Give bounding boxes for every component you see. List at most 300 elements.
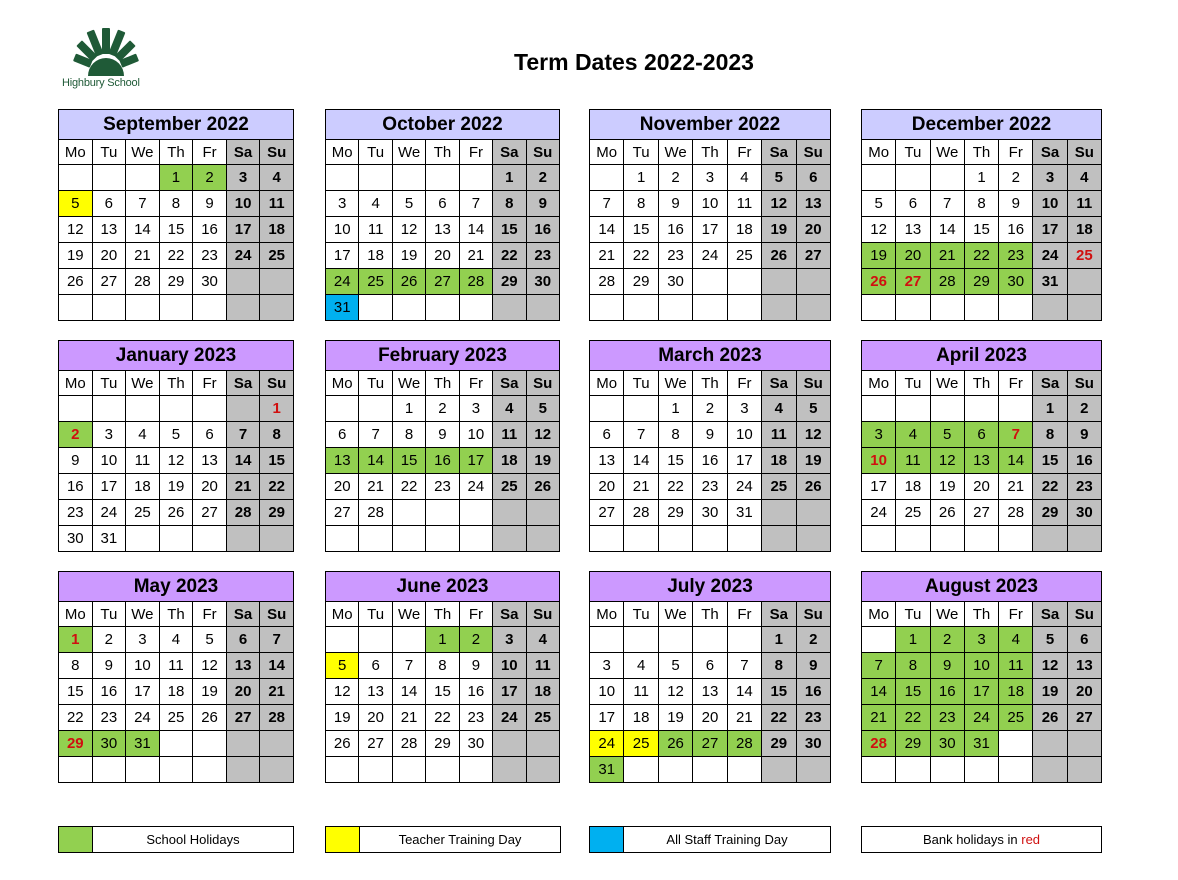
weekday-header: Tu [624, 602, 658, 627]
weekday-header: Th [426, 371, 459, 396]
day-cell: 8 [964, 191, 998, 217]
day-cell: 10 [964, 653, 998, 679]
day-cell: 5 [862, 191, 896, 217]
weekday-header: Sa [1033, 602, 1067, 627]
day-cell: 5 [392, 191, 425, 217]
day-cell: 19 [526, 448, 559, 474]
empty-day-cell [193, 757, 227, 783]
weekday-header: We [392, 140, 425, 165]
legend-label [862, 827, 1101, 852]
day-cell: 9 [796, 653, 830, 679]
day-cell: 23 [92, 705, 126, 731]
day-cell: 27 [226, 705, 260, 731]
day-cell: 16 [92, 679, 126, 705]
empty-day-cell [126, 295, 160, 321]
empty-day-cell [260, 295, 294, 321]
day-cell: 22 [159, 243, 193, 269]
day-cell: 19 [862, 243, 896, 269]
day-cell: 12 [1033, 653, 1067, 679]
empty-day-cell [159, 396, 193, 422]
empty-day-cell [930, 295, 964, 321]
day-cell: 23 [658, 243, 692, 269]
empty-day-cell [862, 526, 896, 552]
empty-day-cell [658, 627, 692, 653]
day-cell: 8 [762, 653, 796, 679]
day-cell: 13 [226, 653, 260, 679]
empty-day-cell [526, 500, 559, 526]
day-cell: 7 [862, 653, 896, 679]
day-cell: 27 [896, 269, 930, 295]
weekday-header: Su [796, 371, 830, 396]
day-cell: 28 [999, 500, 1033, 526]
empty-day-cell [193, 526, 227, 552]
month-title: July 2023 [590, 572, 831, 602]
empty-day-cell [796, 757, 830, 783]
day-cell: 16 [193, 217, 227, 243]
empty-day-cell [590, 165, 624, 191]
weekday-header: Fr [193, 602, 227, 627]
empty-day-cell [727, 269, 761, 295]
day-cell: 11 [159, 653, 193, 679]
day-cell: 14 [727, 679, 761, 705]
day-cell: 15 [493, 217, 526, 243]
day-cell: 14 [590, 217, 624, 243]
day-cell: 17 [126, 679, 160, 705]
empty-day-cell [359, 526, 392, 552]
day-cell: 18 [999, 679, 1033, 705]
day-cell: 23 [193, 243, 227, 269]
day-cell: 23 [1067, 474, 1101, 500]
empty-day-cell [226, 269, 260, 295]
empty-day-cell [590, 396, 624, 422]
weekday-header: Tu [359, 602, 392, 627]
day-cell: 14 [126, 217, 160, 243]
empty-day-cell [459, 295, 492, 321]
empty-day-cell [693, 295, 727, 321]
day-cell: 15 [1033, 448, 1067, 474]
day-cell: 25 [727, 243, 761, 269]
day-cell: 31 [126, 731, 160, 757]
day-cell: 25 [999, 705, 1033, 731]
day-cell: 6 [193, 422, 227, 448]
empty-day-cell [426, 757, 459, 783]
day-cell: 5 [159, 422, 193, 448]
day-cell: 3 [693, 165, 727, 191]
day-cell: 14 [624, 448, 658, 474]
day-cell: 26 [796, 474, 830, 500]
day-cell: 7 [727, 653, 761, 679]
page-title: Term Dates 2022-2023 [514, 49, 754, 75]
empty-day-cell [762, 526, 796, 552]
empty-day-cell [896, 165, 930, 191]
weekday-header: Sa [1033, 140, 1067, 165]
day-cell: 16 [930, 679, 964, 705]
day-cell: 10 [1033, 191, 1067, 217]
empty-day-cell [930, 396, 964, 422]
day-cell: 15 [762, 679, 796, 705]
day-cell: 30 [658, 269, 692, 295]
weekday-header: Su [1067, 140, 1101, 165]
month-title: June 2023 [326, 572, 560, 602]
empty-day-cell [392, 627, 425, 653]
weekday-header: Fr [727, 602, 761, 627]
weekday-header: Su [526, 371, 559, 396]
day-cell: 14 [260, 653, 294, 679]
empty-day-cell [896, 295, 930, 321]
day-cell: 18 [624, 705, 658, 731]
day-cell: 26 [762, 243, 796, 269]
day-cell: 9 [92, 653, 126, 679]
day-cell: 23 [459, 705, 492, 731]
day-cell: 7 [930, 191, 964, 217]
day-cell: 31 [1033, 269, 1067, 295]
day-cell: 13 [92, 217, 126, 243]
day-cell: 31 [727, 500, 761, 526]
empty-day-cell [624, 627, 658, 653]
day-cell: 26 [658, 731, 692, 757]
day-cell: 9 [59, 448, 93, 474]
empty-day-cell [1067, 757, 1101, 783]
day-cell: 27 [426, 269, 459, 295]
day-cell: 14 [999, 448, 1033, 474]
empty-day-cell [862, 165, 896, 191]
empty-day-cell [624, 295, 658, 321]
weekday-header: Sa [226, 140, 260, 165]
day-cell: 3 [862, 422, 896, 448]
day-cell: 25 [359, 269, 392, 295]
empty-day-cell [193, 295, 227, 321]
empty-day-cell [526, 526, 559, 552]
day-cell: 24 [693, 243, 727, 269]
day-cell: 9 [426, 422, 459, 448]
weekday-header: Fr [999, 371, 1033, 396]
day-cell: 6 [426, 191, 459, 217]
day-cell: 11 [126, 448, 160, 474]
day-cell: 30 [930, 731, 964, 757]
day-cell: 14 [359, 448, 392, 474]
month-calendar [58, 340, 294, 552]
day-cell: 13 [964, 448, 998, 474]
day-cell: 10 [126, 653, 160, 679]
month-calendar [325, 340, 560, 552]
day-cell: 15 [392, 448, 425, 474]
day-cell: 2 [426, 396, 459, 422]
empty-day-cell [493, 500, 526, 526]
day-cell: 8 [624, 191, 658, 217]
day-cell: 16 [999, 217, 1033, 243]
empty-day-cell [1033, 526, 1067, 552]
empty-day-cell [727, 757, 761, 783]
day-cell: 29 [896, 731, 930, 757]
day-cell: 6 [92, 191, 126, 217]
day-cell: 2 [526, 165, 559, 191]
weekday-header: Fr [193, 371, 227, 396]
weekday-header: We [658, 602, 692, 627]
empty-day-cell [126, 757, 160, 783]
day-cell: 24 [493, 705, 526, 731]
day-cell: 10 [862, 448, 896, 474]
day-cell: 12 [59, 217, 93, 243]
day-cell: 14 [862, 679, 896, 705]
empty-day-cell [658, 526, 692, 552]
day-cell: 2 [459, 627, 492, 653]
day-cell: 8 [1033, 422, 1067, 448]
day-cell: 1 [493, 165, 526, 191]
day-cell: 26 [193, 705, 227, 731]
day-cell: 24 [964, 705, 998, 731]
day-cell: 1 [658, 396, 692, 422]
day-cell: 7 [126, 191, 160, 217]
day-cell: 12 [159, 448, 193, 474]
weekday-header: Tu [624, 140, 658, 165]
empty-day-cell [964, 295, 998, 321]
empty-day-cell [493, 731, 526, 757]
day-cell: 28 [624, 500, 658, 526]
day-cell: 11 [762, 422, 796, 448]
day-cell: 29 [159, 269, 193, 295]
day-cell: 29 [426, 731, 459, 757]
day-cell: 13 [796, 191, 830, 217]
day-cell: 12 [526, 422, 559, 448]
day-cell: 5 [526, 396, 559, 422]
day-cell: 15 [59, 679, 93, 705]
day-cell: 30 [59, 526, 93, 552]
day-cell: 25 [159, 705, 193, 731]
weekday-header: Tu [896, 602, 930, 627]
day-cell: 7 [999, 422, 1033, 448]
day-cell: 11 [493, 422, 526, 448]
empty-day-cell [862, 757, 896, 783]
empty-day-cell [796, 526, 830, 552]
day-cell: 18 [762, 448, 796, 474]
weekday-header: We [930, 140, 964, 165]
day-cell: 8 [896, 653, 930, 679]
day-cell: 15 [260, 448, 294, 474]
weekday-header: Fr [727, 371, 761, 396]
day-cell: 23 [526, 243, 559, 269]
day-cell: 27 [359, 731, 392, 757]
day-cell: 21 [624, 474, 658, 500]
day-cell: 28 [459, 269, 492, 295]
day-cell: 30 [1067, 500, 1101, 526]
day-cell: 5 [59, 191, 93, 217]
month-title: September 2022 [59, 110, 294, 140]
empty-day-cell [59, 295, 93, 321]
day-cell: 9 [693, 422, 727, 448]
empty-day-cell [359, 165, 392, 191]
day-cell: 24 [459, 474, 492, 500]
day-cell: 19 [796, 448, 830, 474]
day-cell: 12 [762, 191, 796, 217]
day-cell: 20 [426, 243, 459, 269]
day-cell: 18 [359, 243, 392, 269]
empty-day-cell [862, 396, 896, 422]
legend-teacher-training [325, 826, 561, 853]
day-cell: 21 [999, 474, 1033, 500]
empty-day-cell [999, 731, 1033, 757]
empty-day-cell [126, 165, 160, 191]
day-cell: 1 [59, 627, 93, 653]
weekday-header: Sa [1033, 371, 1067, 396]
day-cell: 27 [964, 500, 998, 526]
day-cell: 2 [59, 422, 93, 448]
day-cell: 20 [964, 474, 998, 500]
day-cell: 18 [1067, 217, 1101, 243]
empty-day-cell [260, 526, 294, 552]
day-cell: 22 [426, 705, 459, 731]
empty-day-cell [796, 295, 830, 321]
empty-day-cell [359, 627, 392, 653]
all-staff-training-swatch [590, 827, 624, 852]
empty-day-cell [624, 396, 658, 422]
day-cell: 5 [762, 165, 796, 191]
day-cell: 1 [260, 396, 294, 422]
empty-day-cell [693, 526, 727, 552]
empty-day-cell [459, 757, 492, 783]
day-cell: 10 [493, 653, 526, 679]
month-calendar [325, 571, 560, 783]
day-cell: 6 [326, 422, 359, 448]
empty-day-cell [493, 526, 526, 552]
day-cell: 11 [359, 217, 392, 243]
day-cell: 15 [658, 448, 692, 474]
day-cell: 15 [159, 217, 193, 243]
day-cell: 4 [999, 627, 1033, 653]
day-cell: 24 [126, 705, 160, 731]
day-cell: 30 [999, 269, 1033, 295]
day-cell: 10 [459, 422, 492, 448]
day-cell: 29 [624, 269, 658, 295]
day-cell: 29 [59, 731, 93, 757]
day-cell: 15 [964, 217, 998, 243]
weekday-header: Th [964, 371, 998, 396]
day-cell: 1 [624, 165, 658, 191]
weekday-header: Mo [590, 371, 624, 396]
day-cell: 29 [260, 500, 294, 526]
weekday-header: Mo [862, 140, 896, 165]
empty-day-cell [727, 627, 761, 653]
day-cell: 19 [392, 243, 425, 269]
day-cell: 21 [126, 243, 160, 269]
weekday-header: Mo [59, 371, 93, 396]
day-cell: 19 [193, 679, 227, 705]
day-cell: 17 [92, 474, 126, 500]
day-cell: 10 [727, 422, 761, 448]
empty-day-cell [59, 396, 93, 422]
day-cell: 7 [624, 422, 658, 448]
day-cell: 18 [727, 217, 761, 243]
empty-day-cell [1033, 731, 1067, 757]
day-cell: 24 [226, 243, 260, 269]
weekday-header: Su [526, 602, 559, 627]
day-cell: 16 [526, 217, 559, 243]
month-title: August 2023 [862, 572, 1102, 602]
day-cell: 7 [226, 422, 260, 448]
day-cell: 22 [762, 705, 796, 731]
day-cell: 16 [796, 679, 830, 705]
weekday-header: Tu [92, 602, 126, 627]
day-cell: 31 [590, 757, 624, 783]
weekday-header: Sa [762, 602, 796, 627]
day-cell: 16 [59, 474, 93, 500]
day-cell: 21 [226, 474, 260, 500]
day-cell: 21 [459, 243, 492, 269]
day-cell: 4 [260, 165, 294, 191]
empty-day-cell [590, 627, 624, 653]
day-cell: 28 [226, 500, 260, 526]
empty-day-cell [260, 757, 294, 783]
empty-day-cell [624, 526, 658, 552]
day-cell: 25 [493, 474, 526, 500]
day-cell: 20 [896, 243, 930, 269]
day-cell: 28 [392, 731, 425, 757]
day-cell: 7 [260, 627, 294, 653]
empty-day-cell [930, 165, 964, 191]
weekday-header: Fr [459, 371, 492, 396]
day-cell: 1 [896, 627, 930, 653]
day-cell: 30 [796, 731, 830, 757]
month-title: February 2023 [326, 341, 560, 371]
weekday-header: Th [426, 140, 459, 165]
empty-day-cell [459, 165, 492, 191]
weekday-header: Fr [193, 140, 227, 165]
day-cell: 3 [727, 396, 761, 422]
day-cell: 16 [658, 217, 692, 243]
empty-day-cell [796, 269, 830, 295]
day-cell: 13 [193, 448, 227, 474]
empty-day-cell [326, 165, 359, 191]
empty-day-cell [862, 627, 896, 653]
day-cell: 26 [392, 269, 425, 295]
empty-day-cell [392, 295, 425, 321]
day-cell: 24 [862, 500, 896, 526]
day-cell: 16 [1067, 448, 1101, 474]
month-calendar [589, 340, 831, 552]
weekday-header: Th [159, 602, 193, 627]
empty-day-cell [426, 295, 459, 321]
day-cell: 5 [658, 653, 692, 679]
empty-day-cell [392, 757, 425, 783]
empty-day-cell [964, 757, 998, 783]
day-cell: 3 [964, 627, 998, 653]
weekday-header: Th [426, 602, 459, 627]
day-cell: 12 [796, 422, 830, 448]
month-title: March 2023 [590, 341, 831, 371]
month-calendar [861, 571, 1102, 783]
legend-red-word: red [1021, 832, 1041, 847]
empty-day-cell [459, 500, 492, 526]
empty-day-cell [526, 757, 559, 783]
day-cell: 12 [930, 448, 964, 474]
day-cell: 21 [392, 705, 425, 731]
empty-day-cell [92, 757, 126, 783]
empty-day-cell [126, 526, 160, 552]
day-cell: 12 [658, 679, 692, 705]
day-cell: 10 [590, 679, 624, 705]
weekday-header: Th [693, 602, 727, 627]
day-cell: 25 [624, 731, 658, 757]
day-cell: 11 [526, 653, 559, 679]
weekday-header: Th [964, 602, 998, 627]
day-cell: 4 [493, 396, 526, 422]
day-cell: 17 [727, 448, 761, 474]
day-cell: 19 [762, 217, 796, 243]
day-cell: 4 [896, 422, 930, 448]
weekday-header: Sa [493, 140, 526, 165]
day-cell: 28 [260, 705, 294, 731]
empty-day-cell [226, 526, 260, 552]
day-cell: 22 [964, 243, 998, 269]
